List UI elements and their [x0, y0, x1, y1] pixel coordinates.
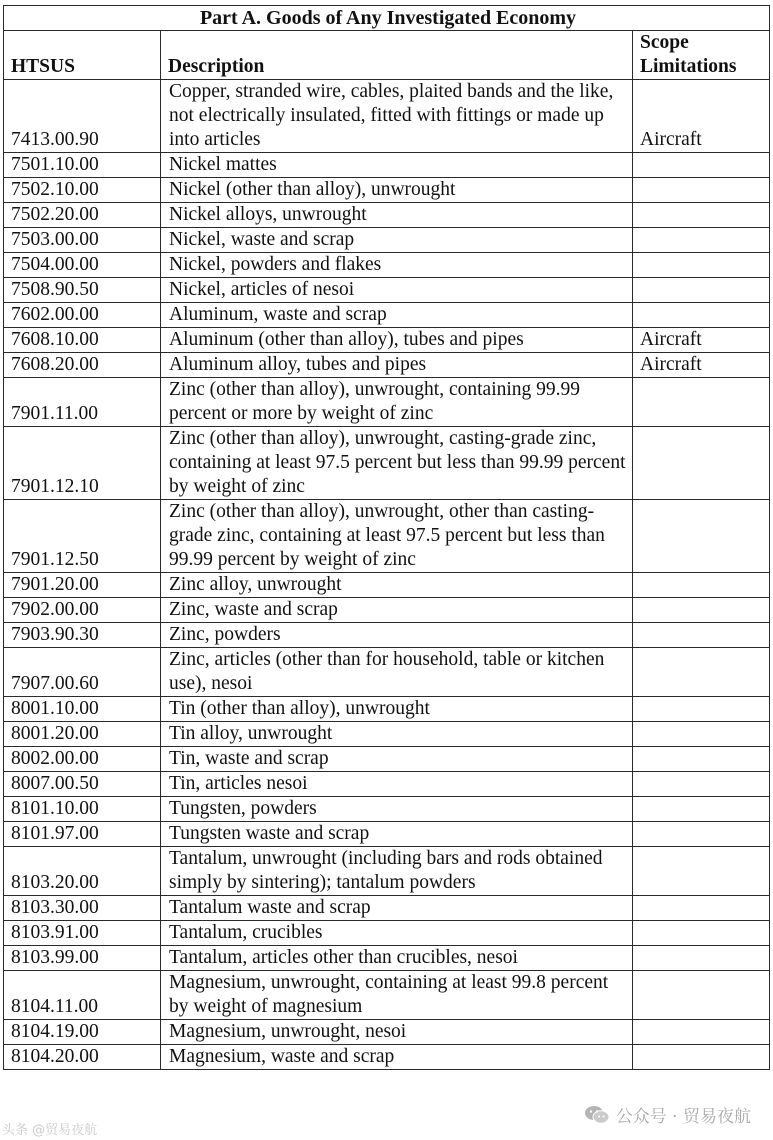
- cell-htsus: 8103.20.00: [4, 847, 161, 896]
- cell-description: Tin, articles nesoi: [161, 772, 633, 797]
- table-row: [4, 353, 770, 378]
- cell-htsus: 7907.00.60: [4, 648, 161, 697]
- cell-description: Nickel, articles of nesoi: [161, 278, 633, 303]
- cell-scope-limitation: [633, 253, 770, 278]
- table-row: [4, 1020, 770, 1045]
- cell-scope-limitation: [633, 623, 770, 648]
- cell-description: Aluminum (other than alloy), tubes and pipes: [161, 328, 633, 353]
- cell-scope-limitation: [633, 500, 770, 573]
- cell-description: Zinc, articles (other than for household, table or kitchen use), nesoi: [161, 648, 633, 697]
- cell-htsus: 8104.11.00: [4, 971, 161, 1020]
- table-title-row: [4, 6, 770, 31]
- cell-description: Tin (other than alloy), unwrought: [161, 697, 633, 722]
- cell-description: Zinc (other than alloy), unwrought, casting-grade zinc, containing at least 97.5 percent but less than 99.99 percent by weight of zinc: [161, 427, 633, 500]
- header-htsus: HTSUS: [4, 31, 161, 80]
- hts-table: [3, 5, 770, 1070]
- cell-description: Tantalum waste and scrap: [161, 896, 633, 921]
- cell-htsus: 8103.30.00: [4, 896, 161, 921]
- cell-scope-limitation: [633, 203, 770, 228]
- cell-htsus: 7608.20.00: [4, 353, 161, 378]
- watermark-text: 公众号 · 贸易夜航: [615, 1107, 751, 1127]
- cell-scope-limitation: [633, 1020, 770, 1045]
- cell-description: Tin alloy, unwrought: [161, 722, 633, 747]
- cell-description: Magnesium, unwrought, containing at least 99.8 percent by weight of magnesium: [161, 971, 633, 1020]
- cell-htsus: 8101.97.00: [4, 822, 161, 847]
- cell-htsus: 7501.10.00: [4, 153, 161, 178]
- table-row: [4, 847, 770, 896]
- cell-description: Aluminum, waste and scrap: [161, 303, 633, 328]
- cell-description: Tantalum, crucibles: [161, 921, 633, 946]
- table-row: [4, 1045, 770, 1070]
- cell-htsus: 8001.10.00: [4, 697, 161, 722]
- cell-scope-limitation: [633, 896, 770, 921]
- cell-description: Tungsten waste and scrap: [161, 822, 633, 847]
- cell-htsus: 7902.00.00: [4, 598, 161, 623]
- cell-description: Nickel, waste and scrap: [161, 228, 633, 253]
- cell-htsus: 8104.19.00: [4, 1020, 161, 1045]
- cell-description: Magnesium, unwrought, nesoi: [161, 1020, 633, 1045]
- cell-description: Tantalum, articles other than crucibles, nesoi: [161, 946, 633, 971]
- table-body: [4, 80, 770, 1070]
- table-row: [4, 303, 770, 328]
- watermark-left: 头条 @贸易夜航: [2, 1123, 98, 1138]
- table-row: [4, 253, 770, 278]
- cell-scope-limitation: [633, 822, 770, 847]
- cell-htsus: 7508.90.50: [4, 278, 161, 303]
- header-scope-limitations: Scope Limitations: [633, 31, 770, 80]
- cell-scope-limitation: [633, 598, 770, 623]
- cell-htsus: 7903.90.30: [4, 623, 161, 648]
- cell-htsus: 7901.12.10: [4, 427, 161, 500]
- cell-scope-limitation: Aircraft: [633, 328, 770, 353]
- table-row: [4, 80, 770, 153]
- cell-description: Copper, stranded wire, cables, plaited bands and the like, not electrically insulated, fitted with fittings or made up into articles: [161, 80, 633, 153]
- watermark: [584, 1102, 751, 1127]
- cell-description: Zinc (other than alloy), unwrought, other than casting-grade zinc, containing at least 97.5 percent but less than 99.99 percent by weight of zinc: [161, 500, 633, 573]
- cell-description: Zinc, powders: [161, 623, 633, 648]
- table-row: [4, 797, 770, 822]
- cell-scope-limitation: [633, 697, 770, 722]
- table-row: [4, 946, 770, 971]
- cell-scope-limitation: [633, 178, 770, 203]
- cell-htsus: 7504.00.00: [4, 253, 161, 278]
- cell-htsus: 8007.00.50: [4, 772, 161, 797]
- cell-htsus: 7413.00.90: [4, 80, 161, 153]
- cell-description: Zinc (other than alloy), unwrought, containing 99.99 percent or more by weight of zinc: [161, 378, 633, 427]
- wechat-icon: [584, 1105, 610, 1125]
- cell-scope-limitation: Aircraft: [633, 80, 770, 153]
- cell-htsus: 8001.20.00: [4, 722, 161, 747]
- cell-htsus: 7502.20.00: [4, 203, 161, 228]
- cell-scope-limitation: [633, 921, 770, 946]
- table-row: [4, 598, 770, 623]
- cell-scope-limitation: [633, 847, 770, 896]
- table-row: [4, 573, 770, 598]
- cell-scope-limitation: [633, 747, 770, 772]
- cell-htsus: 7602.00.00: [4, 303, 161, 328]
- table-row: [4, 921, 770, 946]
- cell-scope-limitation: [633, 278, 770, 303]
- cell-scope-limitation: [633, 573, 770, 598]
- table-row: [4, 500, 770, 573]
- cell-description: Tin, waste and scrap: [161, 747, 633, 772]
- cell-htsus: 7503.00.00: [4, 228, 161, 253]
- cell-htsus: 8103.91.00: [4, 921, 161, 946]
- table-row: [4, 697, 770, 722]
- cell-htsus: 8101.10.00: [4, 797, 161, 822]
- cell-scope-limitation: [633, 648, 770, 697]
- cell-scope-limitation: Aircraft: [633, 353, 770, 378]
- cell-htsus: 8103.99.00: [4, 946, 161, 971]
- cell-description: Aluminum alloy, tubes and pipes: [161, 353, 633, 378]
- cell-scope-limitation: [633, 1045, 770, 1070]
- table-row: [4, 648, 770, 697]
- cell-description: Tungsten, powders: [161, 797, 633, 822]
- table-row: [4, 896, 770, 921]
- table-row: [4, 328, 770, 353]
- table-row: [4, 203, 770, 228]
- cell-description: Nickel, powders and flakes: [161, 253, 633, 278]
- cell-scope-limitation: [633, 772, 770, 797]
- table-row: [4, 772, 770, 797]
- cell-htsus: 7901.11.00: [4, 378, 161, 427]
- table-row: [4, 822, 770, 847]
- cell-scope-limitation: [633, 228, 770, 253]
- cell-scope-limitation: [633, 722, 770, 747]
- cell-description: Zinc, waste and scrap: [161, 598, 633, 623]
- cell-description: Zinc alloy, unwrought: [161, 573, 633, 598]
- table-row: [4, 153, 770, 178]
- cell-htsus: 7901.20.00: [4, 573, 161, 598]
- cell-scope-limitation: [633, 378, 770, 427]
- table-row: [4, 427, 770, 500]
- table-row: [4, 722, 770, 747]
- cell-htsus: 7901.12.50: [4, 500, 161, 573]
- cell-description: Tantalum, unwrought (including bars and rods obtained simply by sintering); tantalum powders: [161, 847, 633, 896]
- cell-scope-limitation: [633, 797, 770, 822]
- table-row: [4, 747, 770, 772]
- table-header-row: [4, 31, 770, 80]
- cell-scope-limitation: [633, 427, 770, 500]
- cell-scope-limitation: [633, 946, 770, 971]
- table-row: [4, 178, 770, 203]
- table-title: Part A. Goods of Any Investigated Economy: [4, 6, 770, 31]
- cell-scope-limitation: [633, 303, 770, 328]
- cell-description: Magnesium, waste and scrap: [161, 1045, 633, 1070]
- cell-htsus: 7502.10.00: [4, 178, 161, 203]
- cell-htsus: 7608.10.00: [4, 328, 161, 353]
- table-row: [4, 228, 770, 253]
- table-row: [4, 278, 770, 303]
- cell-scope-limitation: [633, 971, 770, 1020]
- cell-description: Nickel mattes: [161, 153, 633, 178]
- header-description: Description: [161, 31, 633, 80]
- cell-scope-limitation: [633, 153, 770, 178]
- table-row: [4, 971, 770, 1020]
- cell-description: Nickel alloys, unwrought: [161, 203, 633, 228]
- cell-htsus: 8002.00.00: [4, 747, 161, 772]
- cell-htsus: 8104.20.00: [4, 1045, 161, 1070]
- table-row: [4, 378, 770, 427]
- cell-description: Nickel (other than alloy), unwrought: [161, 178, 633, 203]
- table-row: [4, 623, 770, 648]
